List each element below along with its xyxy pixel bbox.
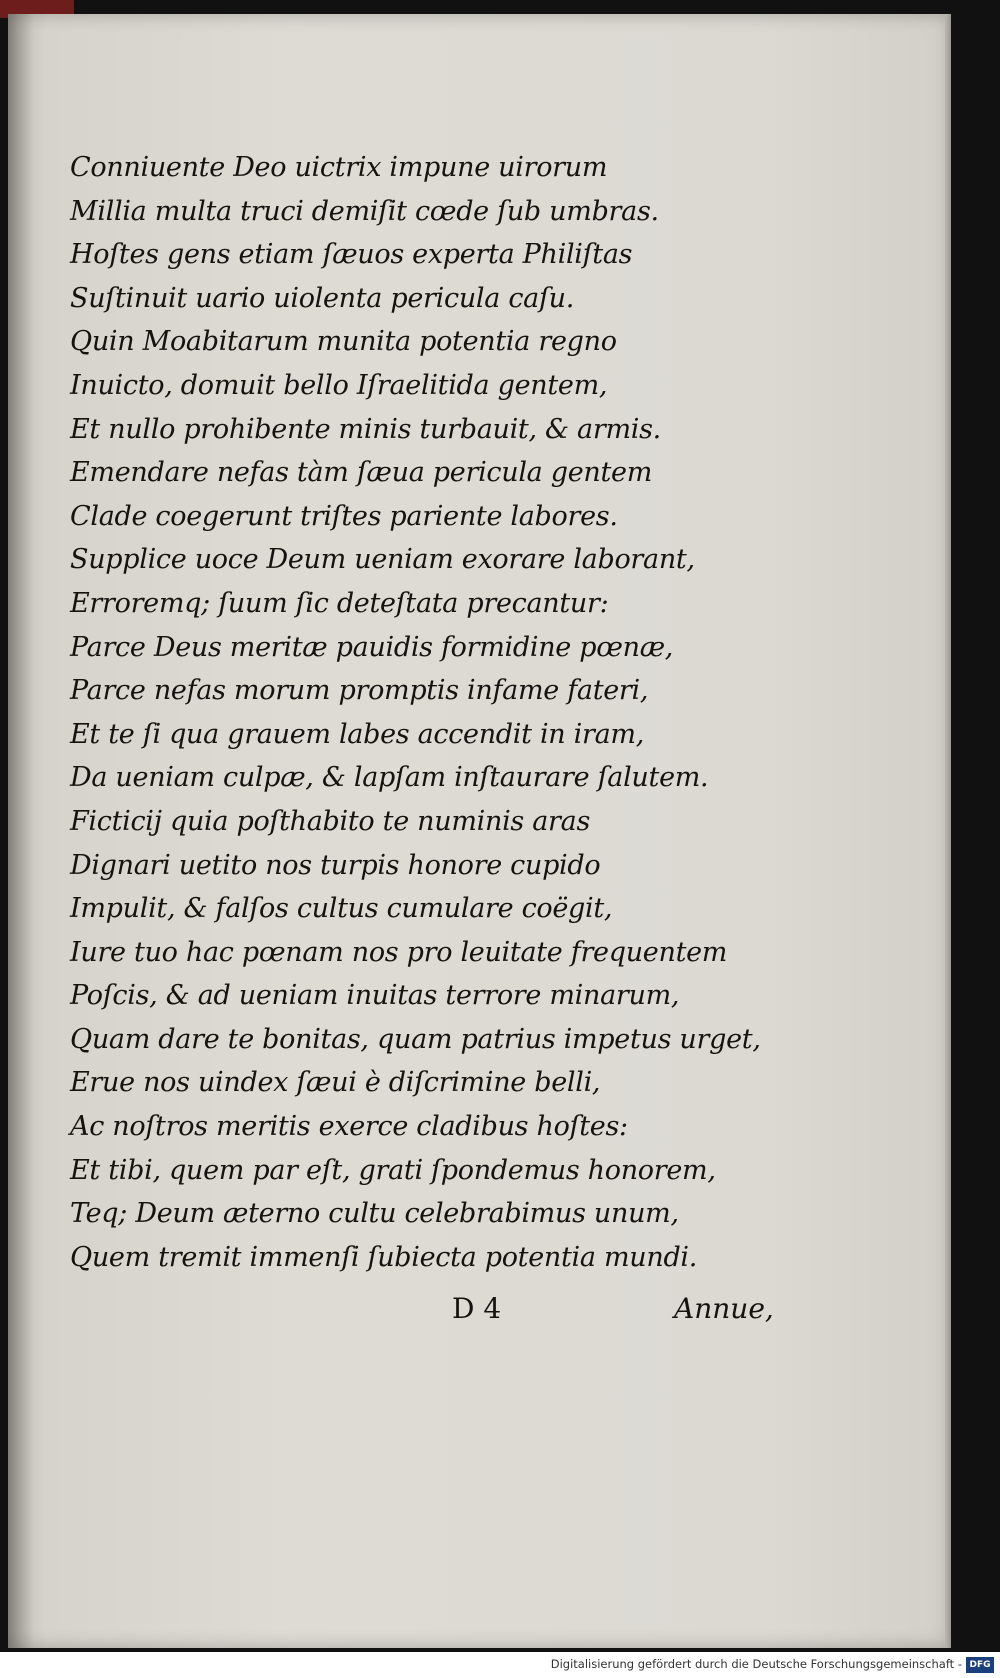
verse-line-3: Hoſtes gens etiam ſæuos experta Philiſtas <box>70 239 633 271</box>
verse-line-10: Supplice uoce Deum ueniam exorare laborant, <box>70 544 695 576</box>
verse-line-19: Iure tuo hac pœnam nos pro leuitate frequentem <box>70 936 728 968</box>
signature-mark: D 4 <box>452 1292 502 1325</box>
verse-line-25: Teq; Deum æterno cultu celebrabimus unum, <box>70 1198 679 1230</box>
verse-line-13: Parce nefas morum promptis infame fateri, <box>70 675 649 707</box>
verse-line-4: Suſtinuit uario uiolenta pericula caſu. <box>70 282 575 314</box>
verse-line-26: Quem tremit immenſi ſubiecta potentia mundi. <box>70 1241 698 1273</box>
verse-line-2: Millia multa truci demiſit cœde ſub umbras. <box>70 195 659 227</box>
verse-line-22: Erue nos uindex ſæui è diſcrimine belli, <box>70 1067 601 1099</box>
credit-bar <box>0 1652 1000 1678</box>
fold-shadow <box>8 14 34 1648</box>
verse-line-12: Parce Deus meritæ pauidis formidine pœnæ, <box>70 631 674 663</box>
verse-line-18: Impulit, & falſos cultus cumulare coëgit, <box>70 893 613 925</box>
catchword: Annue, <box>674 1292 774 1325</box>
verse-line-7: Et nullo prohibente minis turbauit, & armis. <box>70 413 661 445</box>
funding-credit: Digitalisierung gefördert durch die Deutsche Forschungsgemeinschaft - <box>550 1657 962 1671</box>
verse-line-9: Clade coegerunt triſtes pariente labores. <box>70 500 618 532</box>
verse-line-24: Et tibi, quem par eſt, grati ſpondemus honorem, <box>70 1154 716 1186</box>
verse-line-23: Ac noſtros meritis exerce cladibus hoſtes: <box>70 1111 628 1143</box>
verse-line-1: Conniuente Deo uictrix impune uirorum <box>70 152 608 183</box>
verse-line-21: Quam dare te bonitas, quam patrius impetus urget, <box>70 1023 761 1055</box>
verse-block <box>70 146 790 1279</box>
verse-line-5: Quin Moabitarum munita potentia regno <box>70 326 617 358</box>
page-edge <box>945 14 951 1648</box>
dfg-logo-icon: DFG <box>966 1657 994 1673</box>
verse-line-14: Et te ſi qua grauem labes accendit in iram, <box>70 718 644 750</box>
verse-line-15: Da ueniam culpæ, & lapſam inſtaurare ſalutem. <box>70 762 709 794</box>
verse-line-20: Poſcis, & ad ueniam inuitas terrore minarum, <box>70 980 680 1012</box>
verse-line-17: Dignari uetito nos turpis honore cupido <box>70 849 601 881</box>
page-footer <box>70 1292 790 1336</box>
verse-line-16: Ficticij quia poſthabito te numinis aras <box>70 805 590 837</box>
verse-line-11: Erroremq; ſuum ſic deteſtata precantur: <box>70 587 609 619</box>
verse-line-6: Inuicto, domuit bello Iſraelitida gentem, <box>70 369 608 401</box>
verse-line-8: Emendare nefas tàm ſæua pericula gentem <box>70 457 653 489</box>
